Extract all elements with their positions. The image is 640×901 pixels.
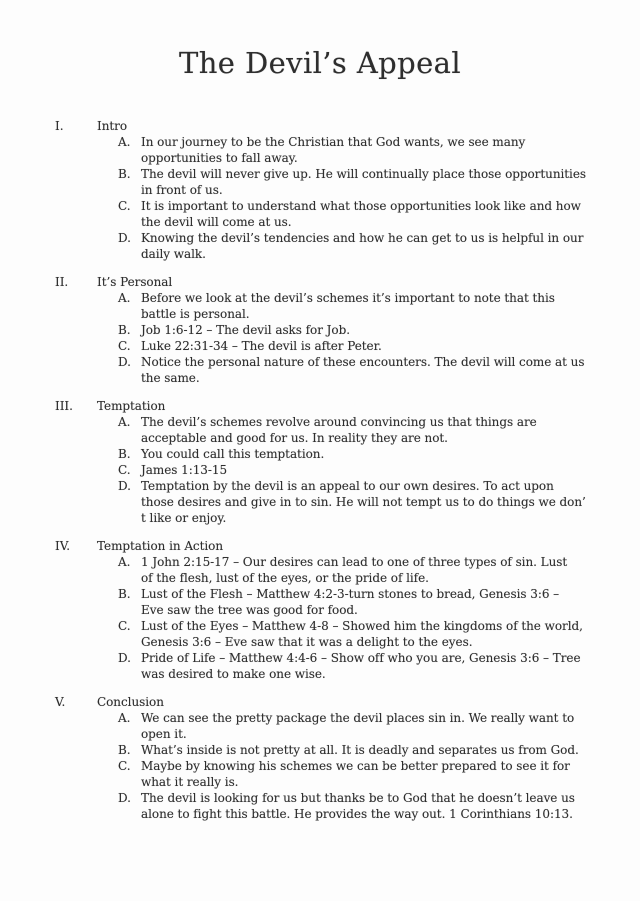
item-label: A. [118, 711, 131, 725]
item-text [141, 322, 350, 338]
item-line: of the flesh, lust of the eyes, or the pride of life. [141, 571, 429, 585]
item-label: B. [118, 447, 131, 461]
item-label: A. [118, 135, 131, 149]
outline-section [55, 274, 640, 386]
item-text [141, 710, 574, 742]
section-numeral: I. [55, 119, 64, 133]
outline-item [55, 354, 640, 386]
item-text [141, 414, 537, 446]
section-numeral: III. [55, 399, 73, 413]
item-text [141, 198, 581, 230]
item-text [141, 742, 579, 758]
item-line: 1 John 2:15-17 – Our desires can lead to one of three types of sin. Lust [141, 555, 568, 569]
item-line: opportunities to fall away. [141, 151, 298, 165]
item-line: Lust of the Flesh – Matthew 4:2-3-turn stones to bread, Genesis 3:6 – [141, 587, 560, 601]
item-line: In our journey to be the Christian that God wants, we see many [141, 135, 526, 149]
item-label: C. [118, 759, 131, 773]
item-text [141, 618, 583, 650]
section-heading: Temptation [97, 399, 166, 413]
item-line: Notice the personal nature of these encounters. The devil will come at us [141, 355, 585, 369]
item-label: D. [118, 651, 131, 665]
item-line: in front of us. [141, 183, 223, 197]
item-label: D. [118, 231, 131, 245]
item-text [141, 338, 382, 354]
section-heading-row [55, 538, 640, 554]
item-line: t like or enjoy. [141, 511, 227, 525]
item-line: Luke 22:31-34 – The devil is after Peter. [141, 339, 382, 353]
item-line: You could call this temptation. [141, 447, 325, 461]
item-line: what it really is. [141, 775, 239, 789]
outline-item [55, 554, 640, 586]
section-heading: Temptation in Action [97, 539, 224, 553]
outline-section [55, 538, 640, 682]
outline-item [55, 166, 640, 198]
item-label: A. [118, 555, 131, 569]
item-label: C. [118, 339, 131, 353]
item-line: Lust of the Eyes – Matthew 4-8 – Showed him the kingdoms of the world, [141, 619, 583, 633]
outline-item [55, 462, 640, 478]
item-line: those desires and give in to sin. He will not tempt us to do things we don’ [141, 495, 586, 509]
item-line: daily walk. [141, 247, 206, 261]
item-line: It is important to understand what those opportunities look like and how [141, 199, 581, 213]
item-line: The devil will never give up. He will continually place those opportunities [141, 167, 587, 181]
item-text [141, 554, 567, 586]
section-heading-row [55, 118, 640, 134]
section-heading-row [55, 398, 640, 414]
outline [0, 118, 640, 822]
item-label: A. [118, 415, 131, 429]
outline-section [55, 694, 640, 822]
item-text [141, 478, 586, 526]
section-heading: Conclusion [97, 695, 164, 709]
section-heading: Intro [97, 119, 128, 133]
item-line: The devil is looking for us but thanks be to God that he doesn’t leave us [141, 791, 575, 805]
section-numeral: IV. [55, 539, 70, 553]
item-line: We can see the pretty package the devil places sin in. We really want to [141, 711, 575, 725]
item-line: the devil will come at us. [141, 215, 292, 229]
outline-item [55, 446, 640, 462]
outline-item [55, 198, 640, 230]
outline-item [55, 134, 640, 166]
item-line: Genesis 3:6 – Eve saw that it was a delight to the eyes. [141, 635, 473, 649]
outline-item [55, 338, 640, 354]
item-line: Temptation by the devil is an appeal to our own desires. To act upon [141, 479, 554, 493]
section-heading: It’s Personal [97, 275, 173, 289]
item-label: C. [118, 619, 131, 633]
item-label: B. [118, 743, 131, 757]
item-label: B. [118, 323, 131, 337]
item-line: open it. [141, 727, 187, 741]
item-text [141, 758, 570, 790]
item-line: Job 1:6-12 – The devil asks for Job. [141, 323, 351, 337]
item-text [141, 586, 559, 618]
item-label: D. [118, 791, 131, 805]
item-text [141, 446, 324, 462]
outline-item [55, 322, 640, 338]
item-line: What’s inside is not pretty at all. It is deadly and separates us from God. [141, 743, 579, 757]
item-line: Knowing the devil’s tendencies and how he can get to us is helpful in our [141, 231, 584, 245]
outline-section [55, 118, 640, 262]
section-numeral: II. [55, 275, 69, 289]
outline-item [55, 478, 640, 526]
item-text [141, 166, 586, 198]
item-line: Pride of Life – Matthew 4:4-6 – Show off who you are, Genesis 3:6 – Tree [141, 651, 581, 665]
item-line: was desired to make one wise. [141, 667, 326, 681]
item-line: The devil’s schemes revolve around convincing us that things are [141, 415, 537, 429]
item-text [141, 134, 525, 166]
item-label: C. [118, 463, 131, 477]
item-label: D. [118, 355, 131, 369]
item-label: B. [118, 587, 131, 601]
item-label: A. [118, 291, 131, 305]
outline-item [55, 650, 640, 682]
section-heading-row [55, 274, 640, 290]
item-text [141, 290, 555, 322]
outline-item [55, 758, 640, 790]
document-page [0, 46, 640, 901]
outline-item [55, 586, 640, 618]
item-label: B. [118, 167, 131, 181]
item-line: acceptable and good for us. In reality they are not. [141, 431, 448, 445]
item-text [141, 230, 583, 262]
outline-item [55, 790, 640, 822]
section-heading-row [55, 694, 640, 710]
item-line: Maybe by knowing his schemes we can be better prepared to see it for [141, 759, 570, 773]
outline-item [55, 230, 640, 262]
item-line: Eve saw the tree was good for food. [141, 603, 358, 617]
outline-section [55, 398, 640, 526]
outline-item [55, 618, 640, 650]
item-line: battle is personal. [141, 307, 250, 321]
item-line: James 1:13-15 [141, 463, 228, 477]
outline-item [55, 742, 640, 758]
item-line: the same. [141, 371, 200, 385]
item-line: Before we look at the devil’s schemes it’s important to note that this [141, 291, 555, 305]
item-text [141, 790, 575, 822]
item-text [141, 354, 584, 386]
item-label: C. [118, 199, 131, 213]
document-title: The Devil’s Appeal [178, 46, 462, 80]
item-text [141, 650, 581, 682]
item-label: D. [118, 479, 131, 493]
outline-item [55, 710, 640, 742]
outline-item [55, 414, 640, 446]
outline-item [55, 290, 640, 322]
item-line: alone to fight this battle. He provides the way out. 1 Corinthians 10:13. [141, 807, 573, 821]
section-numeral: V. [55, 695, 66, 709]
item-text [141, 462, 227, 478]
